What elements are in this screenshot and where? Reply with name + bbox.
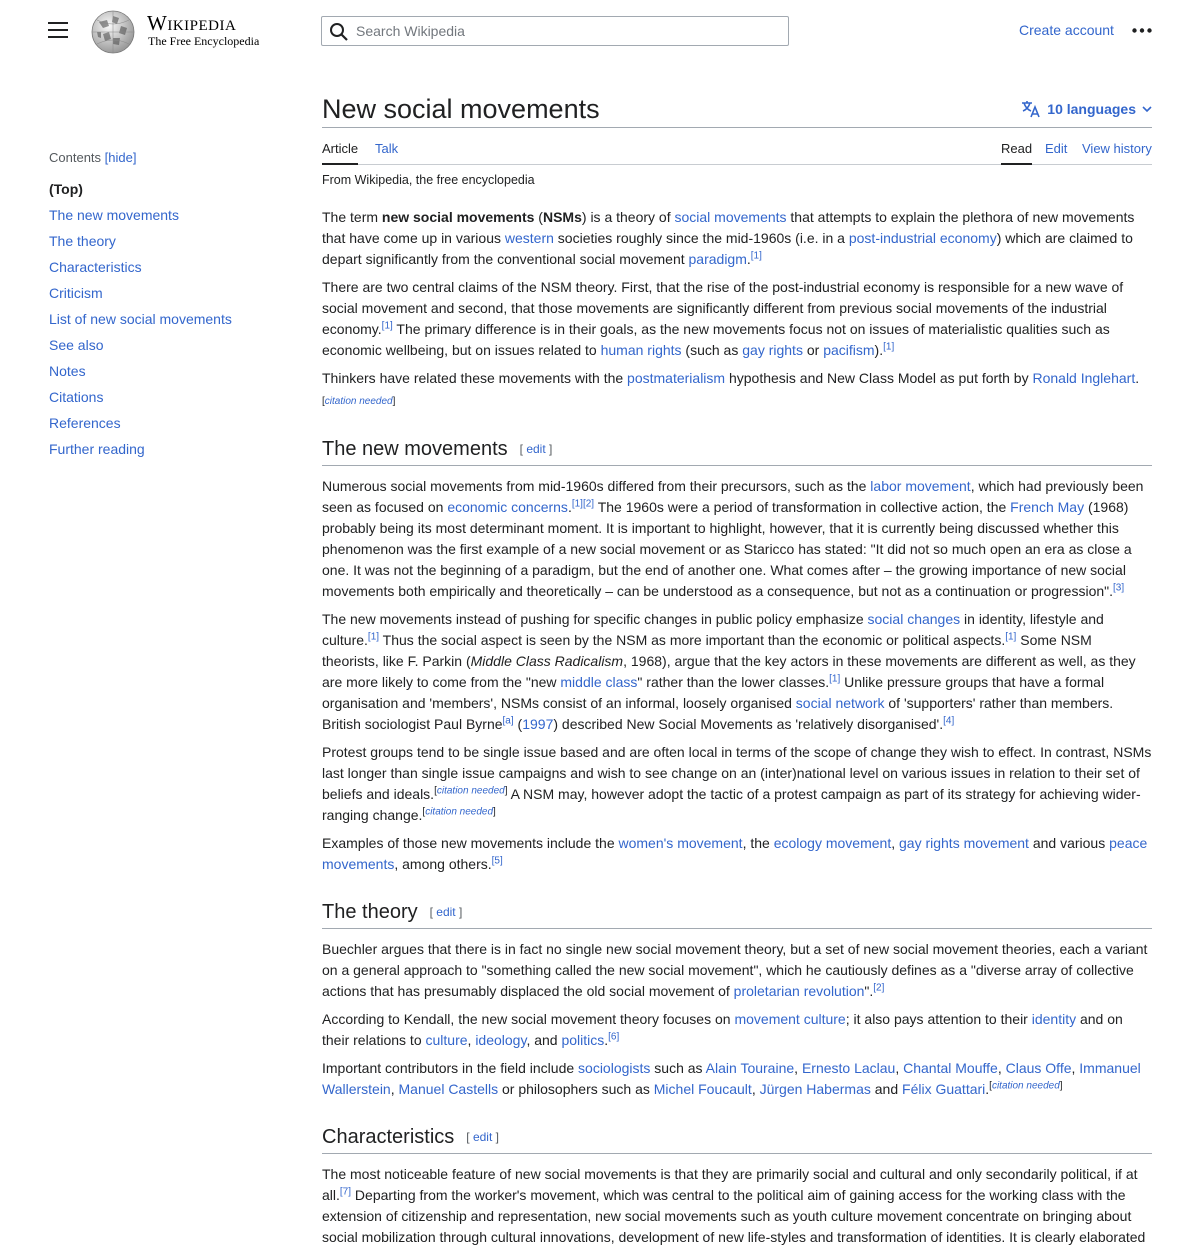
toc-item-see-also[interactable]: See also [49, 337, 104, 353]
tab-edit[interactable]: Edit [1045, 141, 1068, 156]
search-box[interactable] [321, 16, 789, 46]
toc-item-top[interactable]: (Top) [49, 181, 83, 197]
edit-section-link[interactable]: edit [526, 442, 546, 456]
toc-item-theory[interactable]: The theory [49, 233, 116, 249]
section-heading-new-movements: The new movements [ edit ] [322, 436, 1152, 466]
toc-item-citations[interactable]: Citations [49, 389, 104, 405]
article-body: The term new social movements (NSMs) is a theory of social movements that attempts to explain the plethora of new movements that have come up in various western societies roughly since the mid-1960s (i.e. in a post-industrial economy) which are claimed to depart significantly from the conventional social movement paradigm.[1] There are two central claims of the NSM theory. First, that the rise of the post-industrial economy is responsible for a new wave of social movement and second, that those movements are significantly different from previous social movements of the industrial economy.[1] The primary difference is in their goals, as the new movements focus not on issues of materialistic qualities such as economic wellbeing, but on issues related to human rights (such as gay rights or pacifism).[1] Thinkers have related these movements with the postmaterialism hypothesis and New Class Model as put forth by Ronald Inglehart. [citation needed] The new movements [ edit ] Numerous social movements from mid-1960s differed from their precursors, such as the labor movement, which had previously been seen as focused on economic concerns.[1][2] The 1960s were a period of transformation in collective action, the French May (1968) probably being its most determinant moment. It is important to highlight, however, that it is currently being discussed whether this phenomenon was the first example of a new social movement or as Staricco has stated: "It did not so much open an era as close a one. It was not the beginning of a paradigm, but the end of another one. What comes after – the growing importance of new social movements both empirically and theoretically – can be understood as a consequence, but not as a continuation or progression".[3] The new movements instead of pushing for specific changes in public policy emphasize social changes in identity, lifestyle and culture.[1] Thus the social aspect is seen by the NSM as more important than the economic or political aspects.[1] Some NSM theorists, like F. Parkin (Middle Class Radicalism, 1968), argue that the key actors in these movements are different as well, as they are more likely to come from the "new middle class" rather than the lower classes.[1] Unlike pressure groups that have a formal organisation and 'members', NSMs consist of an informal, loosely organised social network of 'supporters' rather than members. British sociologist Paul Byrne[a] (1997) described New Social Movements as 'relatively disorganised'.[4] Protest groups tend to be single issue based and are often local in terms of the scope of change they wish to effect. In contrast, NSMs last longer than single issue campaigns and wish to see change on an (inter)national level on various issues in relation to their set of beliefs and ideals.[citation needed] A NSM may, however adopt the tactic of a protest campaign as part of its strategy for achieving wider-ranging change.[citation needed] Examples of those new movements include the women's movement, the ecology movement, gay rights movement and various peace movements, among others.[5] The theory [ edit ] Buechler argues that there is in fact no single new social movement theory, but a set of new social movement theories, each a variant on a general approach to "something called the new social movement", which he cautiously defines as a "diverse array of collective actions that has presumably displaced the old social movement of proletarian revolution".[2] According to Kendall, the new social movement theory focuses on movement culture; it also pays attention to their identity and on their relations to culture, ideology, and politics.[6] Important contributors in the field include sociologists such as Alain Touraine, Ernesto Laclau, Chantal Mouffe, Claus Offe, Immanuel Wallerstein, Manuel Castells or philosophers such as Michel Foucault, Jürgen Habermas and Félix Guattari.[citation needed] Characteristics [ edit ] The most noticeable feature of new social movements is that they are primarily social and cultural and only secondarily political, if at all.[7] Departing from the worker's movement, which was central to the political aim of gaining access for the working class with the extension of citizenship and representation, new social movements such as youth culture movement concentrate on bringing about social mobilization through cultural innovations, development of new life-styles and transformation of identities. It is clearly elaborated [322, 209, 1152, 1245]
edit-section-link[interactable]: edit [472, 1130, 493, 1144]
toc-item-criticism[interactable]: Criticism [49, 285, 103, 301]
toc-item-notes[interactable]: Notes [49, 363, 86, 379]
language-count: 10 languages [1047, 101, 1136, 117]
create-account-link[interactable]: Create account [1019, 22, 1114, 38]
tab-article[interactable]: Article [322, 141, 358, 165]
toc-hide-button[interactable]: [hide] [104, 150, 137, 165]
toc-item-further-reading[interactable]: Further reading [49, 441, 145, 457]
page-tabs [322, 128, 1152, 165]
tab-read[interactable]: Read [1001, 141, 1032, 165]
translate-icon [1021, 100, 1041, 118]
article-content [322, 92, 1152, 1255]
toc-item-references[interactable]: References [49, 415, 121, 431]
toc-item-list[interactable]: List of new social movements [49, 311, 232, 327]
title-row [322, 92, 1152, 128]
toc-item-new-movements[interactable]: The new movements [49, 207, 179, 223]
more-options-icon[interactable] [1132, 28, 1152, 33]
language-button[interactable] [1021, 100, 1152, 118]
edit-section-link[interactable]: edit [436, 905, 456, 919]
toc-heading: Contents [hide] [49, 150, 137, 165]
table-of-contents [49, 150, 289, 467]
search-input[interactable] [356, 17, 776, 45]
section-heading-theory: The theory [ edit ] [322, 899, 1152, 929]
wikipedia-logo[interactable] [89, 8, 264, 54]
tab-talk[interactable]: Talk [375, 141, 399, 156]
site-sub: From Wikipedia, the free encyclopedia [322, 173, 535, 187]
logo-wordmark: Wikipedia [147, 11, 237, 35]
section-heading-characteristics: Characteristics [ edit ] [322, 1124, 1152, 1154]
logo-tagline: The Free Encyclopedia [148, 34, 260, 48]
search-icon [329, 22, 349, 42]
tab-view-history[interactable]: View history [1082, 141, 1152, 156]
main-menu-icon[interactable] [48, 22, 68, 38]
chevron-down-icon [1142, 106, 1152, 113]
page-title: New social movements [322, 94, 600, 124]
globe-icon [89, 8, 137, 54]
toc-item-characteristics[interactable]: Characteristics [49, 259, 142, 275]
